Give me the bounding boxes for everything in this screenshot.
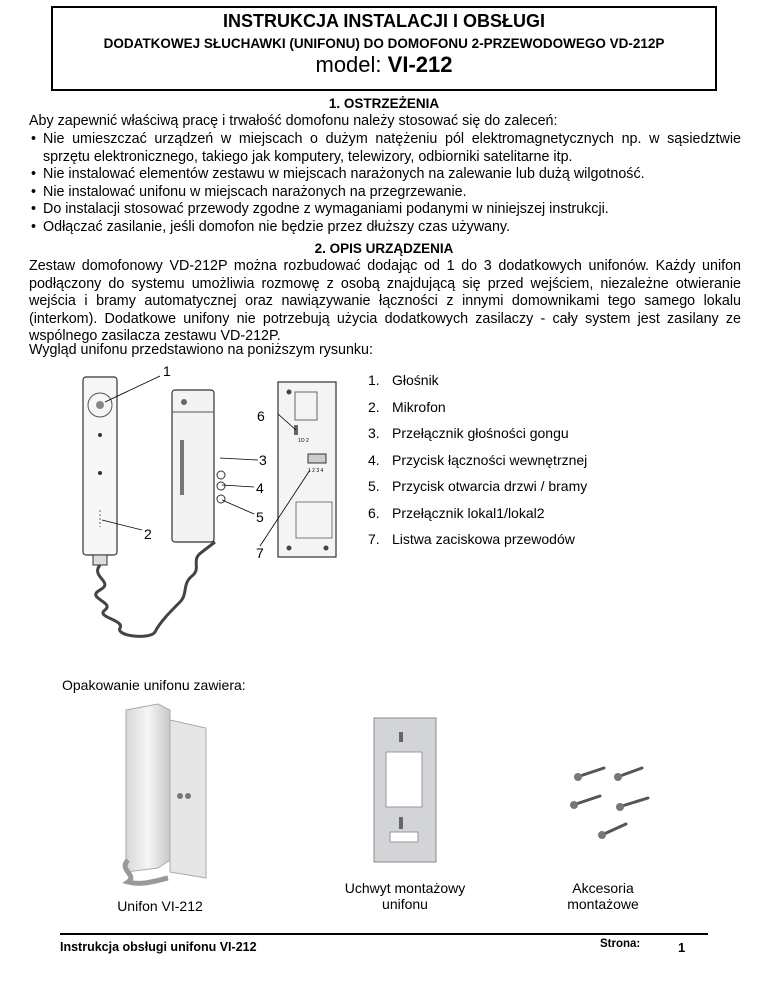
list-item: 7. Listwa zaciskowa przewodów <box>368 531 575 547</box>
callout-6: 6 <box>257 408 265 424</box>
section2-paragraph: Zestaw domofonowy VD-212P można rozbudować dodając od 1 do 3 dodatkowych unifonów. Każdy unifon podłączony do systemu umożliwia rozmowę z osobą znajdującą się przed wejściem, niezależne otwieranie wejścia i bramy automatycznej oraz nawiązywanie łączności z innymi domownikami tego samego lokalu (interkom). Dodatkowe unifony nie potrzebują użycia dodatkowych zasilaczy - cały system jest zasilany ze wspólnego zasilacza zestawu VD-212P. <box>29 258 741 344</box>
page-label: Strona: <box>600 938 641 950</box>
document-title: INSTRUKCJA INSTALACJI I OBSŁUGI <box>222 11 545 31</box>
unifon-photo <box>88 700 228 890</box>
accessories-photo <box>560 762 670 852</box>
document-subtitle: DODATKOWEJ SŁUCHAWKI (UNIFONU) DO DOMOFONU 2-PRZEWODOWEGO VD-212P <box>103 36 665 51</box>
list-item: 4. Przycisk łączności wewnętrznej <box>368 451 588 468</box>
backplate-drawing <box>278 382 336 557</box>
switch-label: 1O 2 <box>298 438 309 444</box>
footer-divider <box>60 933 708 935</box>
list-item: • Nie umieszczać urządzeń w miejscach o dużym natężeniu pól elektromagnetycznych np. w sąsiedztwie sprzętu elektronicznego, takiego jak komputery, telewizory, odbiorniki satelitarne itp. <box>31 131 741 165</box>
caption-bracket: Uchwyt montażowy unifonu <box>344 880 466 912</box>
footer-title: Instrukcja obsługi unifonu VI-212 <box>60 940 257 954</box>
title-box <box>51 6 717 91</box>
callout-1: 1 <box>163 363 171 379</box>
list-item: 6. Przełącznik lokal1/lokal2 <box>368 504 545 521</box>
list-item: • Do instalacji stosować przewody zgodne z wymaganiami podanymi w niniejszej instrukcji. <box>31 201 609 217</box>
list-item: • Nie instalować unifonu w miejscach narażonych na przegrzewanie. <box>31 183 467 200</box>
caption-accessories: Akcesoria montażowe <box>567 880 639 912</box>
unifon-diagram <box>60 362 360 662</box>
list-item: 5. Przycisk otwarcia drzwi / bramy <box>368 478 588 494</box>
callout-5: 5 <box>256 509 264 525</box>
list-item: 1. Głośnik <box>368 372 439 388</box>
callout-7: 7 <box>256 545 264 561</box>
caption-unifon: Unifon VI-212 <box>117 898 203 914</box>
mounting-bracket-photo <box>366 712 446 872</box>
package-heading: Opakowanie unifonu zawiera: <box>62 677 246 693</box>
model-line <box>53 52 715 78</box>
list-item: • Nie instalować elementów zestawu w miejscach narażonych na zalewanie lub dużą wilgotność. <box>31 166 645 182</box>
section1-intro: Aby zapewnić właściwą pracę i trwałość domofonu należy stosować się do zaleceń: <box>29 113 558 129</box>
callout-4: 4 <box>256 480 264 496</box>
callout-3: 3 <box>259 452 267 468</box>
base-drawing <box>172 390 225 542</box>
model-label: model: <box>315 52 382 77</box>
list-item: 2. Mikrofon <box>368 398 446 415</box>
model-value: VI-212 <box>387 52 453 77</box>
page-number: 1 <box>678 940 686 955</box>
warnings-list <box>29 131 741 236</box>
callout-2: 2 <box>144 526 152 542</box>
figure-intro: Wygląd unifonu przedstawiono na poniższym rysunku: <box>29 342 373 358</box>
parts-legend <box>368 370 587 556</box>
section1-heading: 1. OSTRZEŻENIA <box>328 96 440 111</box>
terminal-label: 1 2 3 4 <box>308 468 324 474</box>
list-item: 3. Przełącznik głośności gongu <box>368 425 569 441</box>
list-item: • Odłączać zasilanie, jeśli domofon nie będzie przez dłuższy czas używany. <box>31 218 510 235</box>
section2-heading: 2. OPIS URZĄDZENIA <box>314 241 454 256</box>
